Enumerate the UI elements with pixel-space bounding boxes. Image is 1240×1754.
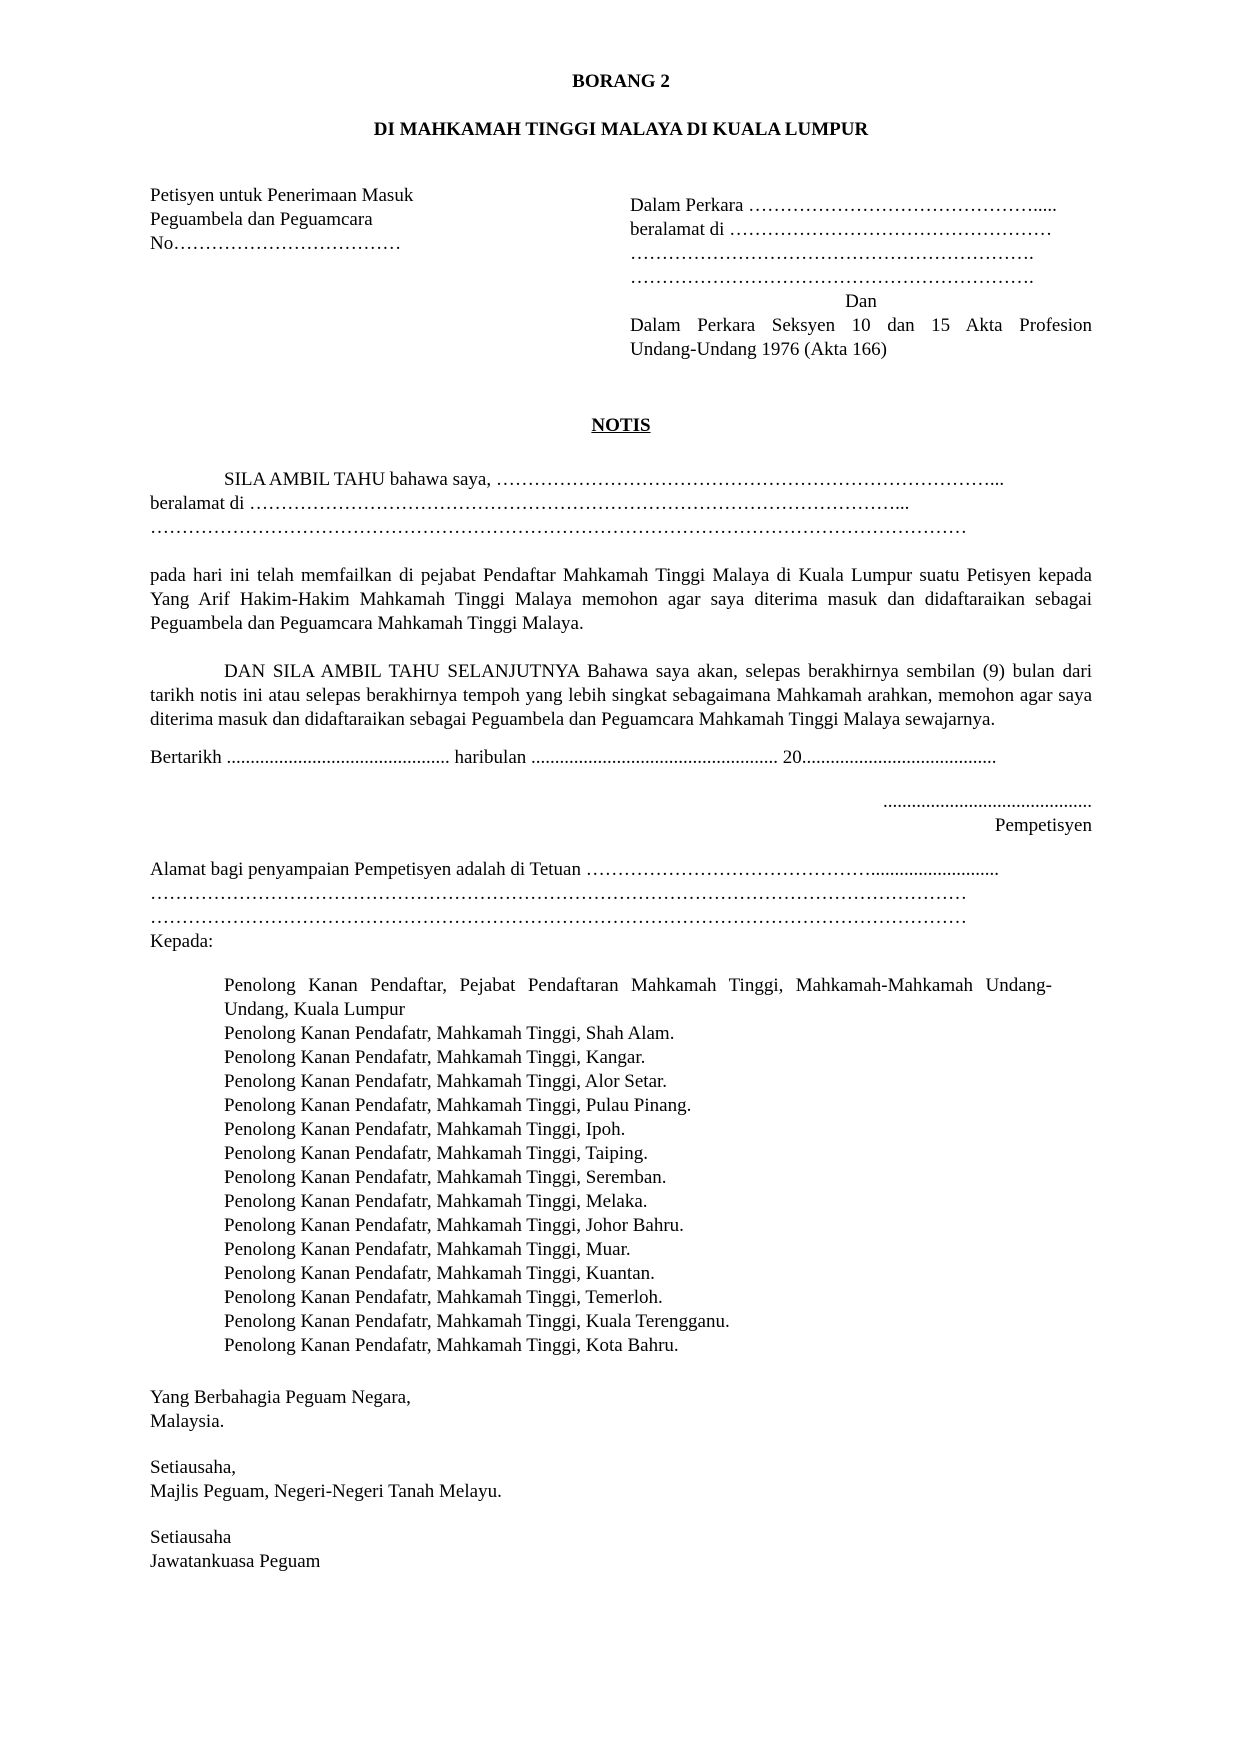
notice-title: NOTIS bbox=[591, 415, 651, 436]
case-header bbox=[150, 184, 1092, 384]
attorney-general-recipient bbox=[150, 1386, 1092, 1434]
matter-statute-line-2: Undang-Undang 1976 (Akta 166) bbox=[630, 339, 887, 360]
addressee-item: Penolong Kanan Pendafatr, Mahkamah Tinggi, Kuala Terengganu. bbox=[224, 1311, 730, 1332]
signature-block bbox=[150, 790, 1092, 838]
matter-dots-line-2: ………………………………………………………. bbox=[630, 267, 1034, 288]
court-title: DI MAHKAMAH TINGGI MALAYA DI KUALA LUMPUR bbox=[373, 119, 869, 140]
matter-dots-line-1: ………………………………………………………. bbox=[630, 243, 1034, 264]
notice-declaration bbox=[150, 468, 1092, 540]
form-number: BORANG 2 bbox=[572, 71, 670, 92]
matter-conjunction: Dan bbox=[845, 291, 877, 312]
addressee-list bbox=[224, 974, 1052, 1358]
bar-committee-line-1: Setiausaha bbox=[150, 1527, 232, 1548]
addressee-item: Penolong Kanan Pendafatr, Mahkamah Tinggi, Seremban. bbox=[224, 1167, 667, 1188]
bar-council-line-1: Setiausaha, bbox=[150, 1457, 237, 1478]
matter-statute-line-1: Dalam Perkara Seksyen 10 dan 15 Akta Profesion bbox=[630, 315, 1092, 336]
service-dots-line-1: ………………………………………………………………………………………………………………… bbox=[150, 883, 967, 904]
attorney-general-line-1: Yang Berbahagia Peguam Negara, bbox=[150, 1387, 411, 1408]
declarant-address-line: beralamat di …………………………………………………………………………………………... bbox=[150, 493, 910, 514]
notice-paragraph-1: pada hari ini telah memfailkan di pejabat Pendaftar Mahkamah Tinggi Malaya di Kuala Lumpur suatu Petisyen kepada Yang Arif Hakim-Hakim Mahkamah Tinggi Malaya memohon agar saya diterima masuk dan didaftaraikan sebagai Peguambela dan Peguamcara Mahkamah Tinggi Malaya. bbox=[150, 565, 1092, 634]
petition-caption-line-1: Petisyen untuk Penerimaan Masuk bbox=[150, 185, 414, 206]
addressee-item: Penolong Kanan Pendafatr, Mahkamah Tinggi, Muar. bbox=[224, 1239, 631, 1260]
attorney-general-line-2: Malaysia. bbox=[150, 1411, 225, 1432]
dated-line-text: Bertarikh ............................................... haribulan .................................................... 20......................................... bbox=[150, 747, 997, 768]
matter-line-1: Dalam Perkara ………………………………………..... bbox=[630, 195, 1057, 216]
addressee-item: Penolong Kanan Pendafatr, Mahkamah Tinggi, Taiping. bbox=[224, 1143, 648, 1164]
addressee-item: Penolong Kanan Pendafatr, Mahkamah Tinggi, Kuantan. bbox=[224, 1263, 655, 1284]
notice-paragraph-2: DAN SILA AMBIL TAHU SELANJUTNYA Bahawa saya akan, selepas berakhirnya sembilan (9) bulan dari tarikh notis ini atau selepas berakhirnya tempoh yang lebih singkat sebagaimana Mahkamah arahkan, memohon agar saya diterima masuk dan didaftaraikan sebagai Peguambela dan Peguamcara Mahkamah Tinggi Malaya sewajarnya. bbox=[150, 661, 1092, 730]
document-page bbox=[150, 70, 1092, 1574]
petition-caption bbox=[150, 184, 490, 256]
service-address-block bbox=[150, 858, 1092, 954]
matter-address-line: beralamat di …………………………………………… bbox=[630, 219, 1053, 240]
bar-council-recipient bbox=[150, 1456, 1092, 1504]
take-notice-line: SILA AMBIL TAHU bahawa saya, ……………………………………………………………………... bbox=[224, 469, 1005, 490]
bar-council-line-2: Majlis Peguam, Negeri-Negeri Tanah Melayu. bbox=[150, 1481, 502, 1502]
addressee-item: Penolong Kanan Pendaftar, Pejabat Pendaftaran Mahkamah Tinggi, Mahkamah-Mahkamah Undang-Undang, Kuala Lumpur bbox=[224, 975, 1052, 1020]
bar-committee-line-2: Jawatankuasa Peguam bbox=[150, 1551, 321, 1572]
addressee-item: Penolong Kanan Pendafatr, Mahkamah Tinggi, Pulau Pinang. bbox=[224, 1095, 692, 1116]
addressee-item: Penolong Kanan Pendafatr, Mahkamah Tinggi, Melaka. bbox=[224, 1191, 648, 1212]
addressee-item: Penolong Kanan Pendafatr, Mahkamah Tinggi, Ipoh. bbox=[224, 1119, 626, 1140]
addressee-item: Penolong Kanan Pendafatr, Mahkamah Tinggi, Kangar. bbox=[224, 1047, 646, 1068]
to-label: Kepada: bbox=[150, 931, 214, 952]
service-address-line: Alamat bagi penyampaian Pempetisyen adalah di Tetuan ………………………………………........................... bbox=[150, 859, 999, 880]
addressee-item: Penolong Kanan Pendafatr, Mahkamah Tinggi, Alor Setar. bbox=[224, 1071, 668, 1092]
declarant-dots-line: ………………………………………………………………………………………………………………… bbox=[150, 517, 967, 538]
addressee-item: Penolong Kanan Pendafatr, Mahkamah Tinggi, Johor Bahru. bbox=[224, 1215, 684, 1236]
matter-caption bbox=[630, 194, 1092, 362]
addressee-item: Penolong Kanan Pendafatr, Mahkamah Tinggi, Temerloh. bbox=[224, 1287, 663, 1308]
addressee-item: Penolong Kanan Pendafatr, Mahkamah Tinggi, Shah Alam. bbox=[224, 1023, 675, 1044]
bar-committee-recipient bbox=[150, 1526, 1092, 1574]
addressee-item: Penolong Kanan Pendafatr, Mahkamah Tinggi, Kota Bahru. bbox=[224, 1335, 679, 1356]
dated-line bbox=[150, 746, 1092, 770]
petitioner-label: Pempetisyen bbox=[994, 815, 1092, 836]
signature-dots: ............................................ bbox=[883, 791, 1092, 812]
service-dots-line-2: ………………………………………………………………………………………………………………… bbox=[150, 907, 967, 928]
petition-caption-line-2: Peguambela dan Peguamcara bbox=[150, 209, 373, 230]
petition-number-line: No……………………………… bbox=[150, 233, 402, 254]
